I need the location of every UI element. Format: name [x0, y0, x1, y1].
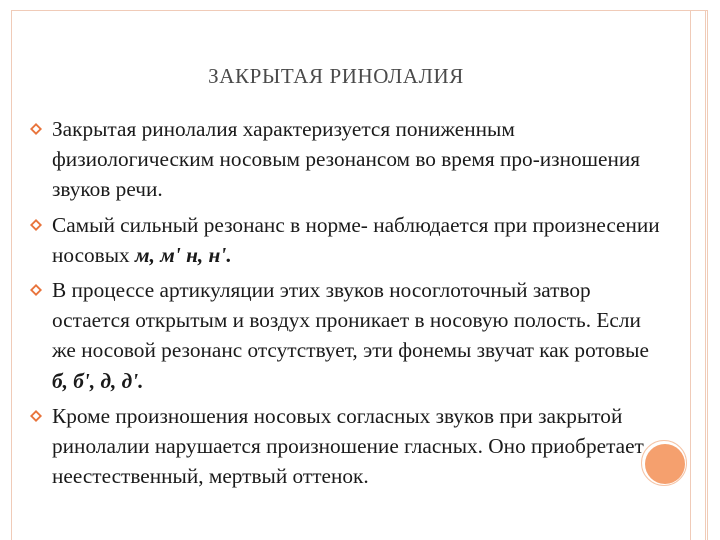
- slide-title: ЗАКРЫТАЯ РИНОЛАЛИЯ: [208, 64, 464, 88]
- diamond-bullet-icon: [30, 123, 42, 135]
- item-tail: .: [138, 368, 144, 393]
- list-item: [30, 210, 670, 270]
- list-item: [30, 114, 670, 205]
- item-text: В процессе артикуляции этих звуков носоглоточный затвор остается открытым и воздух проникает в носовую полость. Если же носовой резонанс отсутствует, эти фонемы звучат как ротовые: [52, 278, 649, 363]
- bullet-list: [30, 114, 670, 496]
- item-text: Кроме произношения носовых согласных звуков при закрытой ринолалии нарушается произношение гласных. Оно приобретает неестественный, мертвый оттенок.: [52, 403, 644, 489]
- item-emphasis: м, м' н, н': [135, 242, 227, 267]
- list-item: [30, 275, 670, 396]
- item-text: Самый сильный резонанс в норме- наблюдается при произнесении носовых: [52, 212, 660, 267]
- item-emphasis: б, б', д, д': [52, 368, 139, 393]
- diamond-bullet-icon: [30, 219, 42, 231]
- item-text: Закрытая ринолалия характеризуется пониженным физиологическим носовым резонансом во время про-изношения звуков речи.: [52, 117, 641, 202]
- right-decor-stripe: [690, 10, 706, 540]
- decorative-circle: [645, 444, 685, 484]
- diamond-bullet-icon: [30, 410, 42, 422]
- item-tail: .: [226, 242, 232, 267]
- list-item: [30, 401, 670, 492]
- diamond-bullet-icon: [30, 284, 42, 296]
